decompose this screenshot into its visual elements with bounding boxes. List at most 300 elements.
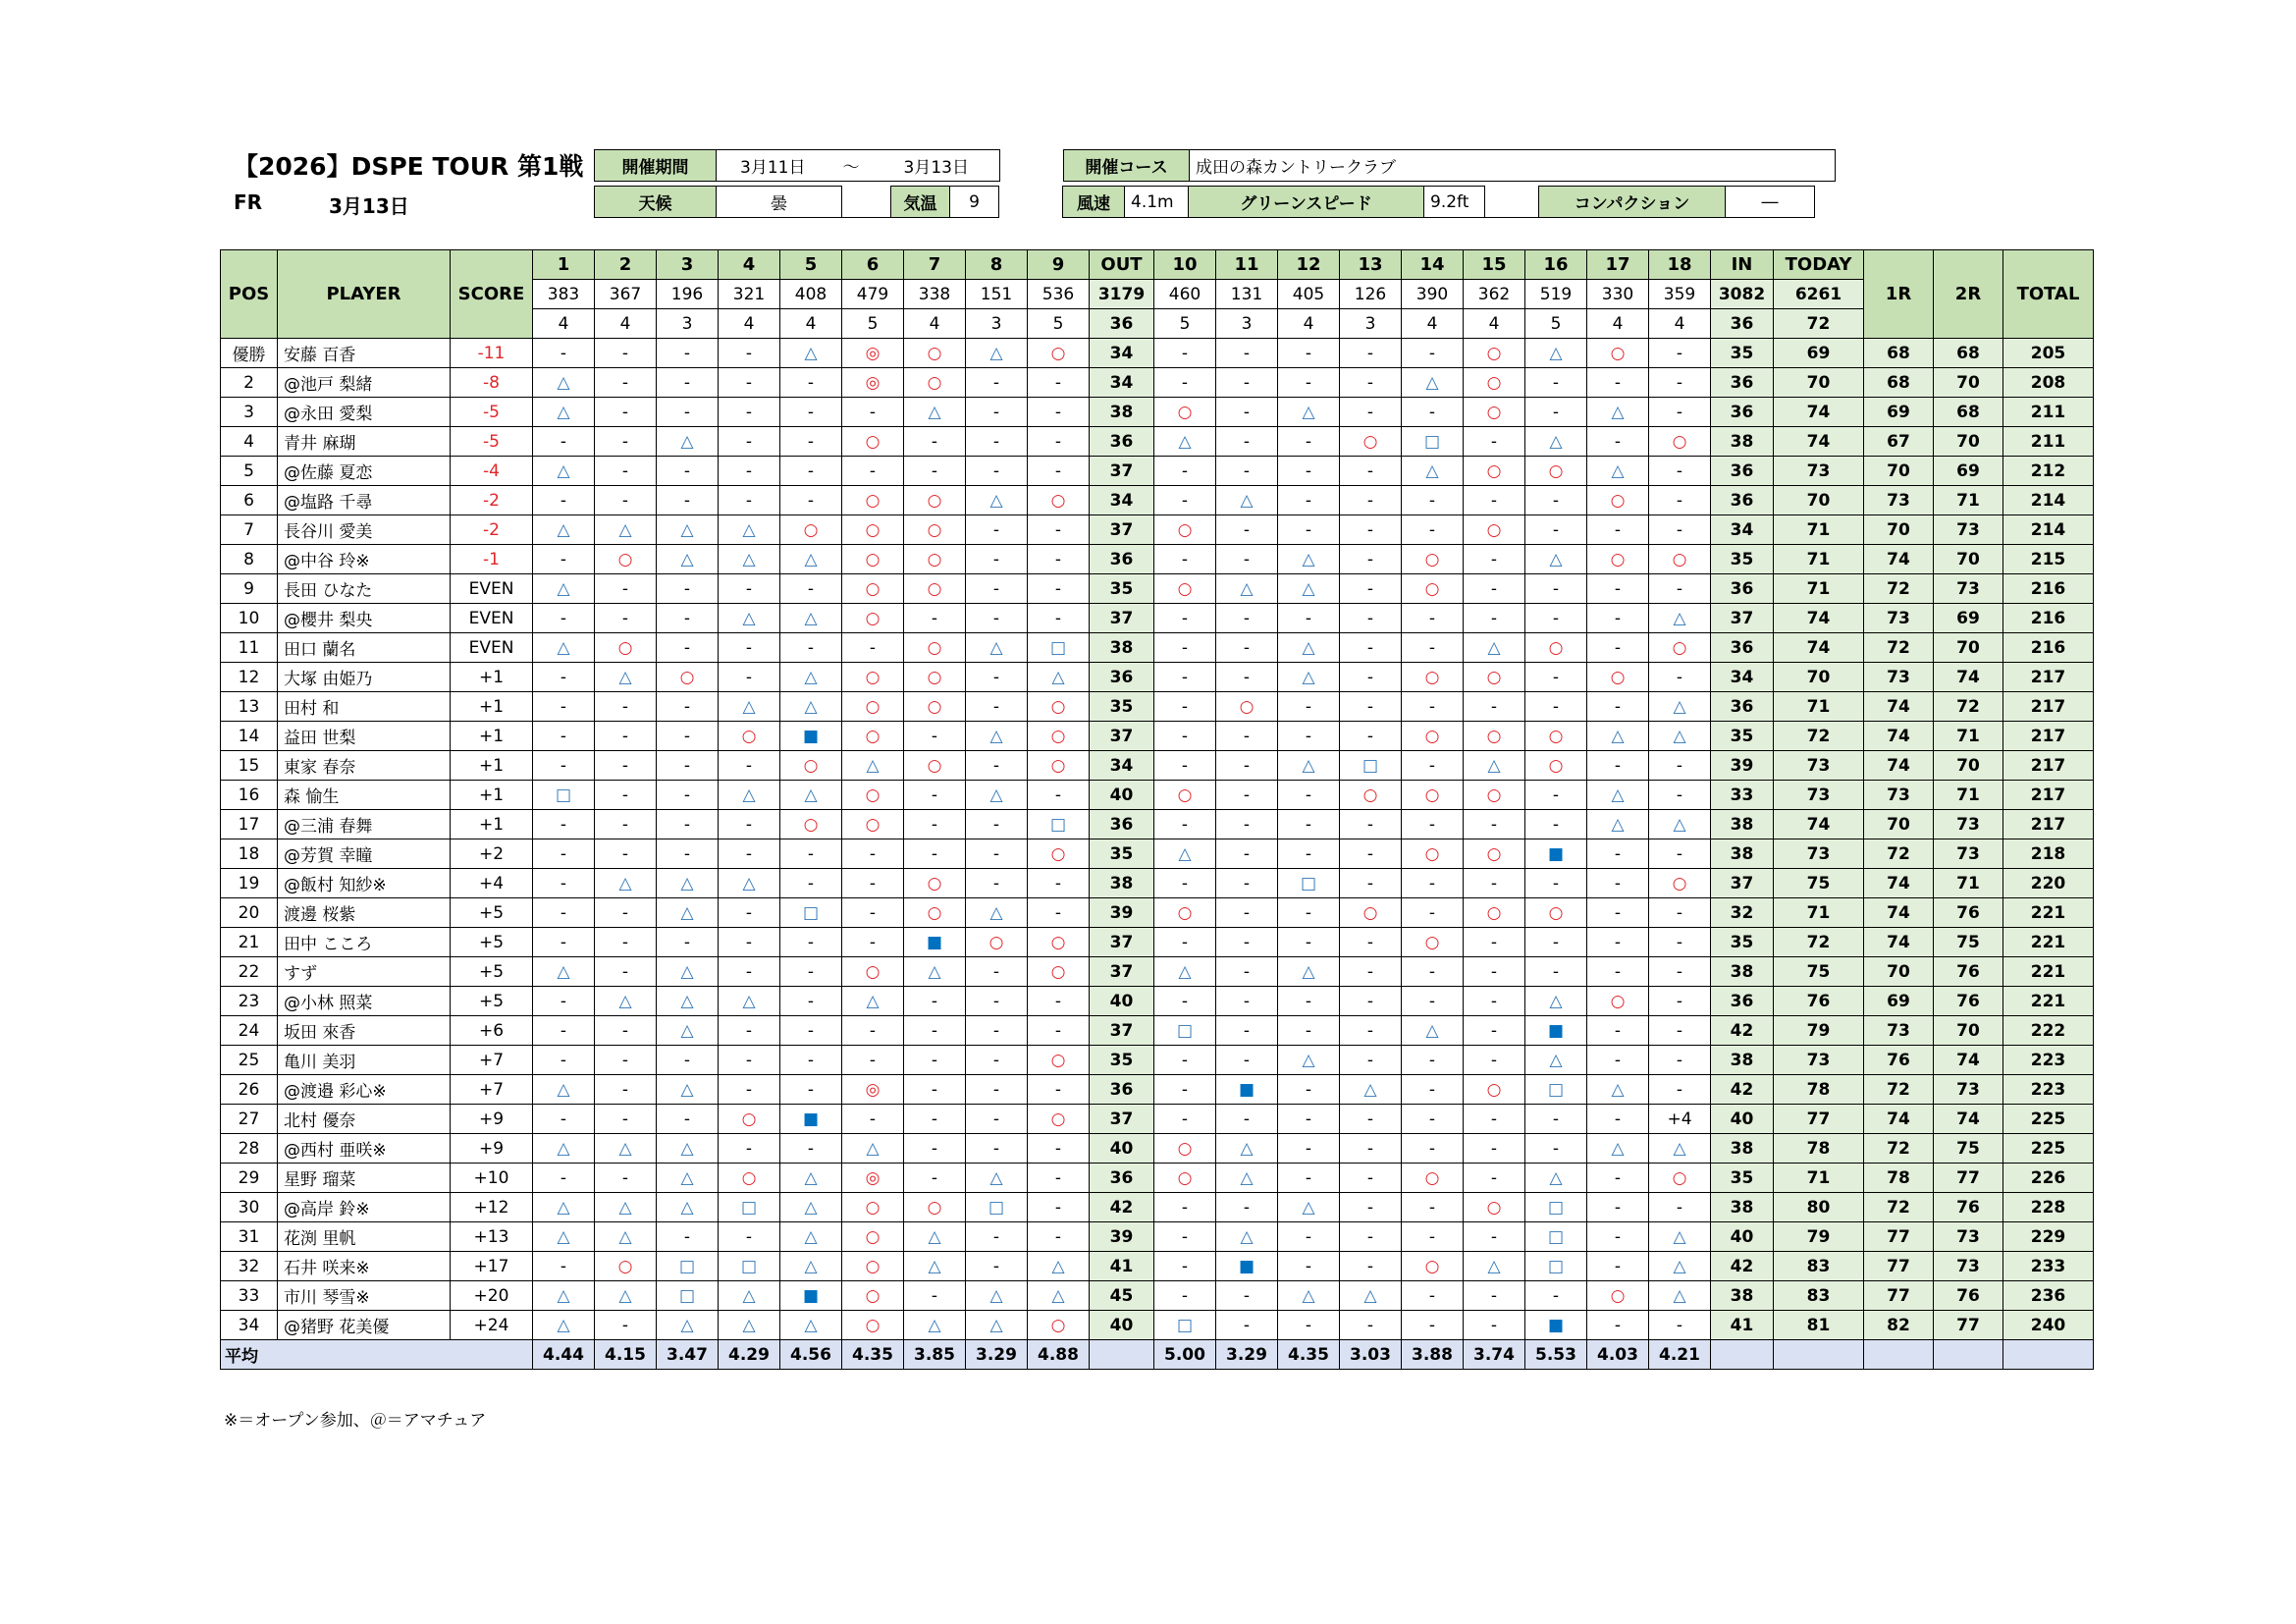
bogey-triangle-icon: △ <box>1649 722 1711 751</box>
bogey-triangle-icon: △ <box>780 781 842 810</box>
hole-yardage: 390 <box>1402 280 1464 309</box>
bogey-triangle-icon: △ <box>533 1075 595 1105</box>
par-dash: - <box>719 427 780 457</box>
player-position: 優勝 <box>221 339 278 368</box>
player-name: 田村 和 <box>278 692 451 722</box>
par-dash: - <box>1402 1193 1464 1222</box>
par-dash: - <box>780 398 842 427</box>
bogey-triangle-icon: △ <box>657 987 719 1016</box>
par-dash: - <box>842 898 904 928</box>
round1-score: 72 <box>1864 839 1934 869</box>
double-bogey-square-icon: □ <box>657 1252 719 1281</box>
today-total: 70 <box>1774 368 1864 398</box>
out-total: 36 <box>1090 1075 1154 1105</box>
round1-score: 72 <box>1864 1134 1934 1164</box>
birdie-circle-icon: ○ <box>842 427 904 457</box>
round1-score: 73 <box>1864 604 1934 633</box>
player-row <box>221 427 2094 457</box>
birdie-circle-icon: ○ <box>842 722 904 751</box>
par-dash: - <box>842 1105 904 1134</box>
player-name: 北村 優奈 <box>278 1105 451 1134</box>
par-dash: - <box>904 987 966 1016</box>
average-blank <box>1864 1340 1934 1370</box>
par-dash: - <box>1525 1281 1587 1311</box>
tournament-total: 220 <box>2003 869 2094 898</box>
par-dash: - <box>1154 1075 1216 1105</box>
player-position: 13 <box>221 692 278 722</box>
par-dash: - <box>1649 1016 1711 1046</box>
out-total: 38 <box>1090 869 1154 898</box>
par-dash: - <box>1464 1016 1525 1046</box>
out-total: 37 <box>1090 722 1154 751</box>
bogey-triangle-icon: △ <box>1587 722 1649 751</box>
in-total: 32 <box>1711 898 1774 928</box>
bogey-triangle-icon: △ <box>780 545 842 574</box>
par-dash: - <box>1340 1046 1402 1075</box>
par-dash: - <box>1649 957 1711 987</box>
bogey-triangle-icon: △ <box>1278 633 1340 663</box>
bogey-triangle-icon: △ <box>1649 692 1711 722</box>
player-position: 22 <box>221 957 278 987</box>
bogey-triangle-icon: △ <box>1216 1164 1278 1193</box>
player-score: +9 <box>451 1105 533 1134</box>
today-total: 71 <box>1774 545 1864 574</box>
bogey-triangle-icon: △ <box>1278 1046 1340 1075</box>
round2-score: 75 <box>1934 1134 2003 1164</box>
par-dash: - <box>1525 1134 1587 1164</box>
bogey-triangle-icon: △ <box>1028 1252 1090 1281</box>
player-name: @渡邉 彩心※ <box>278 1075 451 1105</box>
par-dash: - <box>657 604 719 633</box>
birdie-circle-icon: ○ <box>842 515 904 545</box>
total-yardage: 6261 <box>1774 280 1864 309</box>
out-total: 34 <box>1090 486 1154 515</box>
par-dash: - <box>904 1105 966 1134</box>
bogey-triangle-icon: △ <box>657 515 719 545</box>
par-dash: - <box>719 751 780 781</box>
round1-score: 82 <box>1864 1311 1934 1340</box>
par-dash: - <box>533 1016 595 1046</box>
out-total: 36 <box>1090 427 1154 457</box>
tournament-total: 214 <box>2003 486 2094 515</box>
player-position: 14 <box>221 722 278 751</box>
birdie-circle-icon: ○ <box>904 692 966 722</box>
round2-score: 76 <box>1934 1281 2003 1311</box>
player-score: +5 <box>451 957 533 987</box>
par-dash: - <box>1464 1134 1525 1164</box>
par-dash: - <box>1278 1075 1340 1105</box>
round2-score: 72 <box>1934 692 2003 722</box>
bogey-triangle-icon: △ <box>1402 368 1464 398</box>
birdie-circle-icon: ○ <box>1028 486 1090 515</box>
today-total: 71 <box>1774 692 1864 722</box>
in-total: 35 <box>1711 928 1774 957</box>
round2-score: 73 <box>1934 1222 2003 1252</box>
par-dash: - <box>842 457 904 486</box>
player-score: +1 <box>451 781 533 810</box>
double-bogey-square-icon: □ <box>1402 427 1464 457</box>
par-dash: - <box>1649 928 1711 957</box>
par-dash: - <box>1525 928 1587 957</box>
birdie-circle-icon: ○ <box>904 515 966 545</box>
par-dash: - <box>595 692 657 722</box>
round1-score: 74 <box>1864 722 1934 751</box>
par-dash: - <box>1402 1134 1464 1164</box>
player-row <box>221 1105 2094 1134</box>
bogey-triangle-icon: △ <box>842 751 904 781</box>
out-total: 35 <box>1090 692 1154 722</box>
scoreboard-header <box>221 250 2094 339</box>
par-dash: - <box>1464 1311 1525 1340</box>
player-score: EVEN <box>451 604 533 633</box>
par-dash: - <box>1464 1105 1525 1134</box>
bogey-triangle-icon: △ <box>719 1281 780 1311</box>
birdie-circle-icon: ○ <box>780 751 842 781</box>
today-total: 73 <box>1774 781 1864 810</box>
in-total: 38 <box>1711 1193 1774 1222</box>
par-dash: - <box>533 663 595 692</box>
tournament-total: 211 <box>2003 398 2094 427</box>
double-bogey-square-icon: □ <box>1028 633 1090 663</box>
birdie-circle-icon: ○ <box>1028 751 1090 781</box>
par-dash: - <box>1649 1046 1711 1075</box>
player-position: 27 <box>221 1105 278 1134</box>
par-dash: - <box>966 545 1028 574</box>
par-dash: - <box>1340 1016 1402 1046</box>
bogey-triangle-icon: △ <box>719 869 780 898</box>
player-name: @三浦 春舞 <box>278 810 451 839</box>
birdie-circle-icon: ○ <box>1154 398 1216 427</box>
par-dash: - <box>1154 722 1216 751</box>
bogey-triangle-icon: △ <box>1278 751 1340 781</box>
birdie-circle-icon: ○ <box>1464 457 1525 486</box>
par-dash: - <box>780 574 842 604</box>
par-dash: - <box>1464 545 1525 574</box>
weather-label: 天候 <box>595 187 717 218</box>
par-dash: - <box>1340 839 1402 869</box>
par-dash: - <box>904 810 966 839</box>
birdie-circle-icon: ○ <box>842 692 904 722</box>
par-dash: - <box>1154 1222 1216 1252</box>
out-total: 36 <box>1090 810 1154 839</box>
par-dash: - <box>1402 987 1464 1016</box>
today-total: 72 <box>1774 928 1864 957</box>
hole-par: 4 <box>1464 309 1525 339</box>
par-dash: - <box>1216 1046 1278 1075</box>
compaction-label: コンパクション <box>1539 187 1726 218</box>
bogey-triangle-icon: △ <box>1028 1281 1090 1311</box>
in-total: 38 <box>1711 957 1774 987</box>
par-dash: - <box>1216 515 1278 545</box>
round-label: FR <box>234 190 263 214</box>
out-yardage: 3179 <box>1090 280 1154 309</box>
round1-score: 77 <box>1864 1222 1934 1252</box>
bogey-triangle-icon: △ <box>595 987 657 1016</box>
par-dash: - <box>1028 574 1090 604</box>
scoreboard-table <box>220 249 2094 1370</box>
par-dash: - <box>657 1105 719 1134</box>
round2-score: 70 <box>1934 1016 2003 1046</box>
double-bogey-square-icon: □ <box>1525 1075 1587 1105</box>
par-dash: - <box>1028 898 1090 928</box>
par-dash: - <box>1340 1222 1402 1252</box>
par-dash: - <box>780 1046 842 1075</box>
par-dash: - <box>1464 574 1525 604</box>
tournament-total: 240 <box>2003 1311 2094 1340</box>
player-row <box>221 398 2094 427</box>
hole-average: 4.35 <box>1278 1340 1340 1370</box>
par-dash: - <box>1278 781 1340 810</box>
today-total: 73 <box>1774 751 1864 781</box>
par-dash: - <box>1587 1105 1649 1134</box>
par-dash: - <box>719 457 780 486</box>
par-dash: - <box>1402 1046 1464 1075</box>
bogey-triangle-icon: △ <box>533 1193 595 1222</box>
par-dash: - <box>1464 1164 1525 1193</box>
birdie-circle-icon: ○ <box>842 545 904 574</box>
birdie-circle-icon: ○ <box>1402 574 1464 604</box>
par-dash: - <box>1525 1105 1587 1134</box>
bogey-triangle-icon: △ <box>533 1281 595 1311</box>
in-total: 42 <box>1711 1252 1774 1281</box>
par-dash: - <box>1402 692 1464 722</box>
bogey-triangle-icon: △ <box>1340 1075 1402 1105</box>
round2-score: 73 <box>1934 1252 2003 1281</box>
player-position: 20 <box>221 898 278 928</box>
hole-number: 13 <box>1340 250 1402 280</box>
player-name: @芳賀 幸瞳 <box>278 839 451 869</box>
round2-score: 77 <box>1934 1164 2003 1193</box>
player-name: @飯村 知紗※ <box>278 869 451 898</box>
par-dash: - <box>533 692 595 722</box>
eagle-double-circle-icon: ◎ <box>842 1164 904 1193</box>
bogey-triangle-icon: △ <box>719 987 780 1016</box>
tournament-total: 205 <box>2003 339 2094 368</box>
par-dash: - <box>533 751 595 781</box>
birdie-circle-icon: ○ <box>1154 574 1216 604</box>
average-blank <box>2003 1340 2094 1370</box>
par-dash: - <box>1278 810 1340 839</box>
birdie-circle-icon: ○ <box>780 810 842 839</box>
player-position: 32 <box>221 1252 278 1281</box>
par-dash: - <box>1154 545 1216 574</box>
bogey-triangle-icon: △ <box>904 1252 966 1281</box>
tournament-total: 233 <box>2003 1252 2094 1281</box>
round2-score: 70 <box>1934 368 2003 398</box>
par-dash: - <box>1154 810 1216 839</box>
tournament-total: 228 <box>2003 1193 2094 1222</box>
green-speed-value: 9.2ft <box>1424 187 1485 218</box>
hole-yardage: 131 <box>1216 280 1278 309</box>
in-total: 36 <box>1711 633 1774 663</box>
today-total: 76 <box>1774 987 1864 1016</box>
birdie-circle-icon: ○ <box>1649 869 1711 898</box>
par-dash: - <box>1154 692 1216 722</box>
bogey-triangle-icon: △ <box>1649 1134 1711 1164</box>
par-dash: - <box>657 486 719 515</box>
birdie-circle-icon: ○ <box>1525 898 1587 928</box>
par-dash: - <box>657 368 719 398</box>
player-position: 8 <box>221 545 278 574</box>
par-dash: - <box>904 1134 966 1164</box>
par-dash: - <box>595 1075 657 1105</box>
player-row <box>221 751 2094 781</box>
par-dash: - <box>1525 368 1587 398</box>
player-position: 9 <box>221 574 278 604</box>
player-score: +1 <box>451 692 533 722</box>
par-dash: - <box>1525 398 1587 427</box>
par-dash: - <box>904 427 966 457</box>
par-dash: - <box>1216 398 1278 427</box>
par-dash: - <box>1278 1134 1340 1164</box>
birdie-circle-icon: ○ <box>842 663 904 692</box>
par-dash: - <box>1216 1311 1278 1340</box>
tournament-total: 223 <box>2003 1075 2094 1105</box>
par-dash: - <box>1028 781 1090 810</box>
player-row <box>221 1222 2094 1252</box>
birdie-circle-icon: ○ <box>842 1311 904 1340</box>
hole-par: 3 <box>1340 309 1402 339</box>
par-dash: - <box>1587 869 1649 898</box>
bogey-triangle-icon: △ <box>657 545 719 574</box>
out-total: 37 <box>1090 928 1154 957</box>
today-total: 74 <box>1774 398 1864 427</box>
in-total: 37 <box>1711 869 1774 898</box>
par-dash: - <box>1649 486 1711 515</box>
par-dash: - <box>1649 898 1711 928</box>
bogey-triangle-icon: △ <box>719 515 780 545</box>
compaction-value: ― <box>1726 187 1815 218</box>
hole-par: 5 <box>1154 309 1216 339</box>
info-spacer <box>1485 187 1539 218</box>
par-dash: - <box>1278 987 1340 1016</box>
today-total: 70 <box>1774 663 1864 692</box>
birdie-circle-icon: ○ <box>842 574 904 604</box>
bogey-triangle-icon: △ <box>657 1164 719 1193</box>
round1-score: 74 <box>1864 692 1934 722</box>
wind-value: 4.1m <box>1125 187 1189 218</box>
par-dash: - <box>1587 957 1649 987</box>
player-name: @永田 愛梨 <box>278 398 451 427</box>
par-dash: - <box>1340 515 1402 545</box>
bogey-triangle-icon: △ <box>1278 574 1340 604</box>
out-total: 39 <box>1090 1222 1154 1252</box>
player-name: @中谷 玲※ <box>278 545 451 574</box>
par-dash: - <box>1587 515 1649 545</box>
bogey-triangle-icon: △ <box>533 957 595 987</box>
par-dash: - <box>657 722 719 751</box>
par-dash: - <box>1649 1193 1711 1222</box>
par-dash: - <box>1216 1016 1278 1046</box>
out-total: 37 <box>1090 515 1154 545</box>
triple-bogey-filled-square-icon: ■ <box>904 928 966 957</box>
player-score: EVEN <box>451 574 533 604</box>
double-bogey-square-icon: □ <box>1525 1222 1587 1252</box>
round1-score: 74 <box>1864 869 1934 898</box>
bogey-triangle-icon: △ <box>1525 1164 1587 1193</box>
in-total: 33 <box>1711 781 1774 810</box>
par-dash: - <box>1340 928 1402 957</box>
bogey-triangle-icon: △ <box>595 1281 657 1311</box>
par-dash: - <box>904 1075 966 1105</box>
par-dash: - <box>1216 928 1278 957</box>
in-par: 36 <box>1711 309 1774 339</box>
out-total: 40 <box>1090 1134 1154 1164</box>
par-dash: - <box>719 663 780 692</box>
info-spacer <box>999 187 1063 218</box>
par-dash: - <box>657 839 719 869</box>
player-score: +1 <box>451 751 533 781</box>
player-row <box>221 633 2094 663</box>
birdie-circle-icon: ○ <box>1402 722 1464 751</box>
par-dash: - <box>1278 898 1340 928</box>
player-row <box>221 1134 2094 1164</box>
par-dash: - <box>1340 869 1402 898</box>
birdie-circle-icon: ○ <box>1464 898 1525 928</box>
round2-score: 77 <box>1934 1311 2003 1340</box>
player-position: 30 <box>221 1193 278 1222</box>
birdie-circle-icon: ○ <box>595 633 657 663</box>
player-row <box>221 545 2094 574</box>
bogey-triangle-icon: △ <box>533 457 595 486</box>
player-score: +17 <box>451 1252 533 1281</box>
hole-number: 2 <box>595 250 657 280</box>
round1-score: 67 <box>1864 427 1934 457</box>
bogey-triangle-icon: △ <box>1154 839 1216 869</box>
player-score: -11 <box>451 339 533 368</box>
today-total: 79 <box>1774 1222 1864 1252</box>
bogey-triangle-icon: △ <box>657 898 719 928</box>
average-label: 平均 <box>221 1340 533 1370</box>
par-dash: - <box>1216 1105 1278 1134</box>
bogey-triangle-icon: △ <box>533 515 595 545</box>
hole-par: 5 <box>1525 309 1587 339</box>
par-dash: - <box>1278 427 1340 457</box>
par-dash: - <box>1587 751 1649 781</box>
player-row <box>221 810 2094 839</box>
course-label: 開催コース <box>1064 150 1190 182</box>
hole-yardage: 367 <box>595 280 657 309</box>
par-dash: - <box>780 869 842 898</box>
triple-bogey-filled-square-icon: ■ <box>1216 1075 1278 1105</box>
par-dash: - <box>966 1046 1028 1075</box>
player-name: @小林 照菜 <box>278 987 451 1016</box>
tournament-total: 236 <box>2003 1281 2094 1311</box>
player-row <box>221 1193 2094 1222</box>
par-dash: - <box>1587 604 1649 633</box>
par-dash: - <box>842 928 904 957</box>
tournament-total: 216 <box>2003 633 2094 663</box>
par-dash: - <box>595 339 657 368</box>
par-dash: - <box>533 545 595 574</box>
birdie-circle-icon: ○ <box>1340 898 1402 928</box>
birdie-circle-icon: ○ <box>719 1105 780 1134</box>
birdie-circle-icon: ○ <box>904 574 966 604</box>
player-position: 2 <box>221 368 278 398</box>
bogey-triangle-icon: △ <box>1278 398 1340 427</box>
par-dash: - <box>1649 368 1711 398</box>
player-name: 森 愉生 <box>278 781 451 810</box>
par-dash: - <box>966 1016 1028 1046</box>
par-dash: - <box>1216 604 1278 633</box>
player-name: すず <box>278 957 451 987</box>
par-dash: - <box>1028 368 1090 398</box>
round2-score: 73 <box>1934 574 2003 604</box>
player-name: 田中 こころ <box>278 928 451 957</box>
par-dash: - <box>1154 1105 1216 1134</box>
today-total: 69 <box>1774 339 1864 368</box>
par-dash: - <box>1587 1046 1649 1075</box>
